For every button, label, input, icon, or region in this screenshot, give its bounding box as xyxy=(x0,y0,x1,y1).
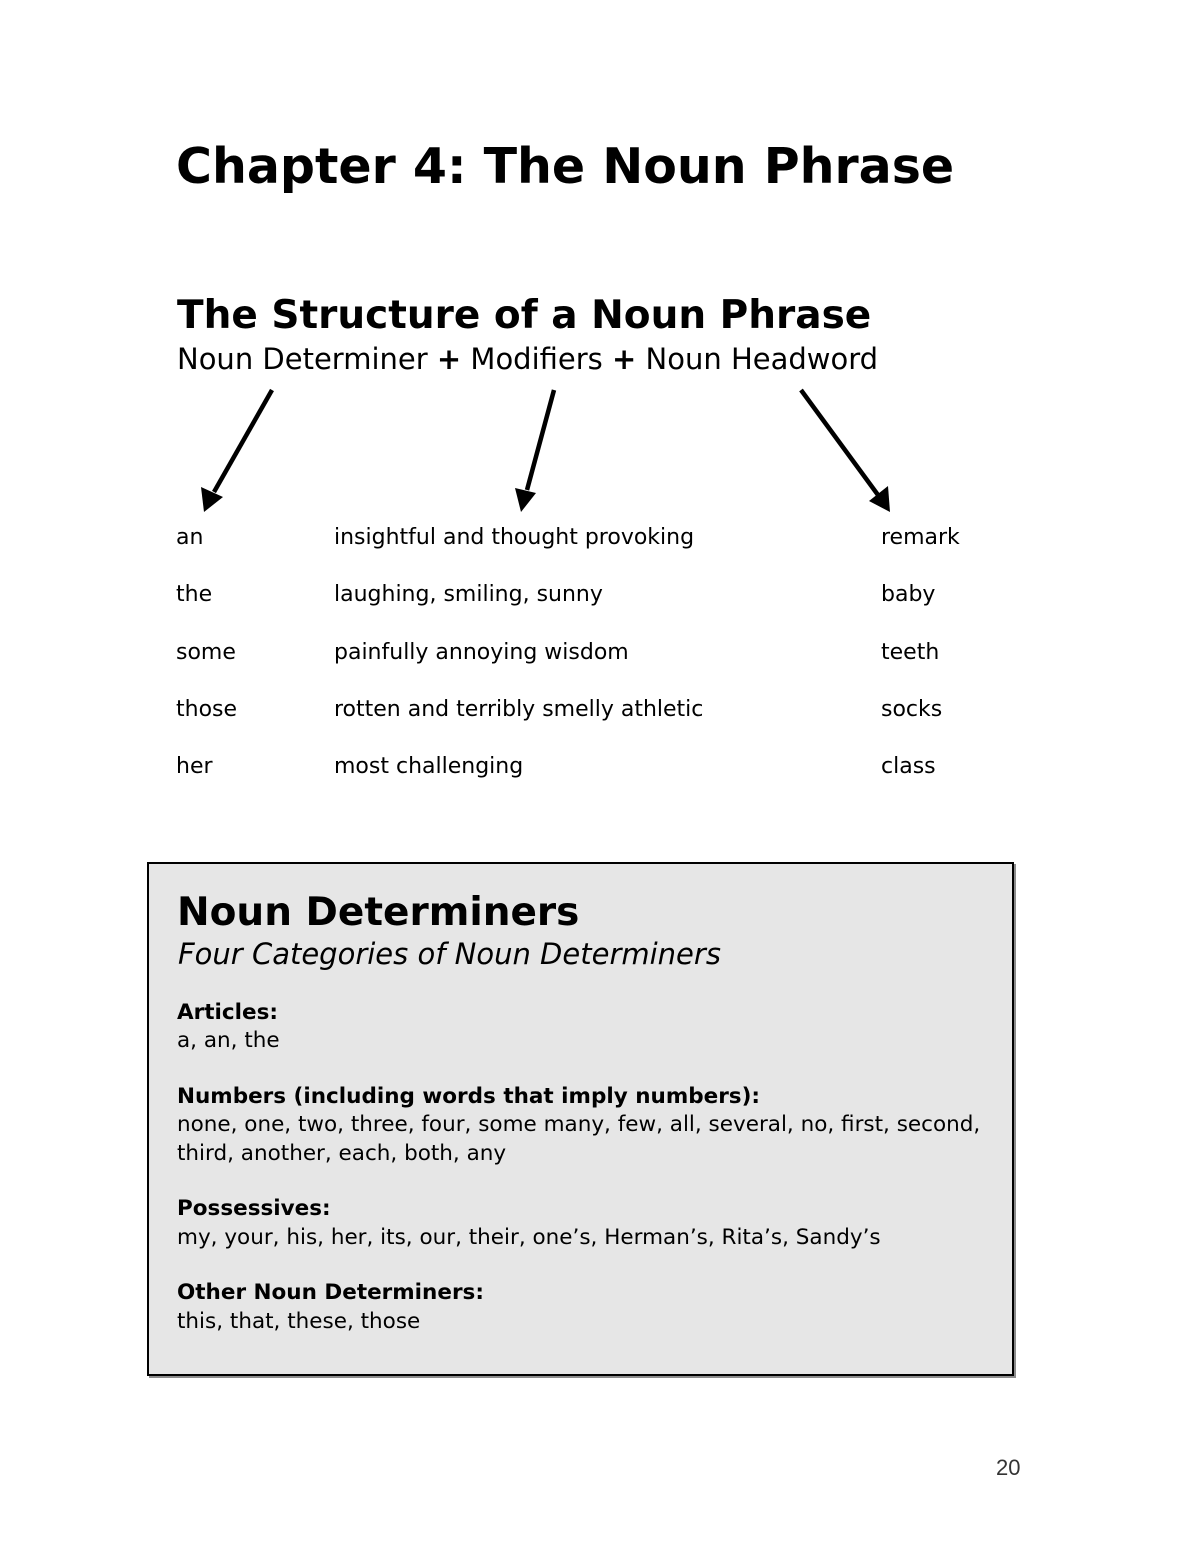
formula-headword: Noun Headword xyxy=(645,342,879,376)
category-articles xyxy=(177,999,984,1056)
category-items: my, your, his, her, its, our, their, one’s, Herman’s, Rita’s, Sandy’s xyxy=(177,1224,881,1250)
arrow-to-modifiers-icon xyxy=(515,390,554,512)
category-heading: Numbers (including words that imply numbers): xyxy=(177,1083,761,1109)
example-row xyxy=(176,751,1076,808)
category-heading: Other Noun Determiners: xyxy=(177,1280,484,1306)
example-determiner: an xyxy=(176,525,204,550)
example-modifiers: rotten and terribly smelly athletic xyxy=(334,696,704,722)
noun-determiners-box xyxy=(147,862,1014,1376)
example-headword: socks xyxy=(881,696,943,722)
example-modifiers: insightful and thought provoking xyxy=(334,525,695,550)
example-row xyxy=(176,694,1076,751)
example-headword: remark xyxy=(881,525,960,550)
category-other xyxy=(177,1279,984,1336)
example-headword: teeth xyxy=(881,639,940,665)
example-headword: class xyxy=(881,754,936,780)
example-row xyxy=(176,637,1076,694)
formula-arrows xyxy=(0,0,1200,560)
arrow-to-determiner-icon xyxy=(201,390,272,512)
example-determiner: her xyxy=(176,754,213,780)
category-items: a, an, the xyxy=(177,1028,280,1054)
arrow-to-headword-icon xyxy=(801,390,890,512)
example-modifiers: most challenging xyxy=(334,754,524,780)
example-modifiers: laughing, smiling, sunny xyxy=(334,582,603,608)
example-determiner: the xyxy=(176,582,213,608)
formula-determiner: Noun Determiner xyxy=(177,342,428,376)
category-heading: Possessives: xyxy=(177,1196,331,1222)
example-row xyxy=(176,579,1076,636)
example-row xyxy=(176,522,1076,579)
examples-table xyxy=(176,522,1076,808)
example-determiner: some xyxy=(176,639,236,665)
category-numbers xyxy=(177,1083,984,1169)
formula-plus: + xyxy=(612,342,637,376)
example-determiner: those xyxy=(176,696,238,722)
category-possessives xyxy=(177,1195,984,1252)
page-number: 20 xyxy=(996,1455,1021,1480)
box-title: Noun Determiners xyxy=(177,890,580,935)
category-heading: Articles: xyxy=(177,999,278,1025)
formula-modifiers: Modifiers xyxy=(470,342,603,376)
category-items: none, one, two, three, four, some many, few, all, several, no, first, second, third, another, each, both, any xyxy=(177,1112,981,1166)
box-subtitle: Four Categories of Noun Determiners xyxy=(178,936,721,971)
category-items: this, that, these, those xyxy=(177,1308,421,1334)
section-title: The Structure of a Noun Phrase xyxy=(177,293,872,338)
chapter-title: Chapter 4: The Noun Phrase xyxy=(176,138,955,195)
example-headword: baby xyxy=(881,582,936,608)
formula-plus: + xyxy=(436,342,462,376)
example-modifiers: painfully annoying wisdom xyxy=(334,639,629,665)
